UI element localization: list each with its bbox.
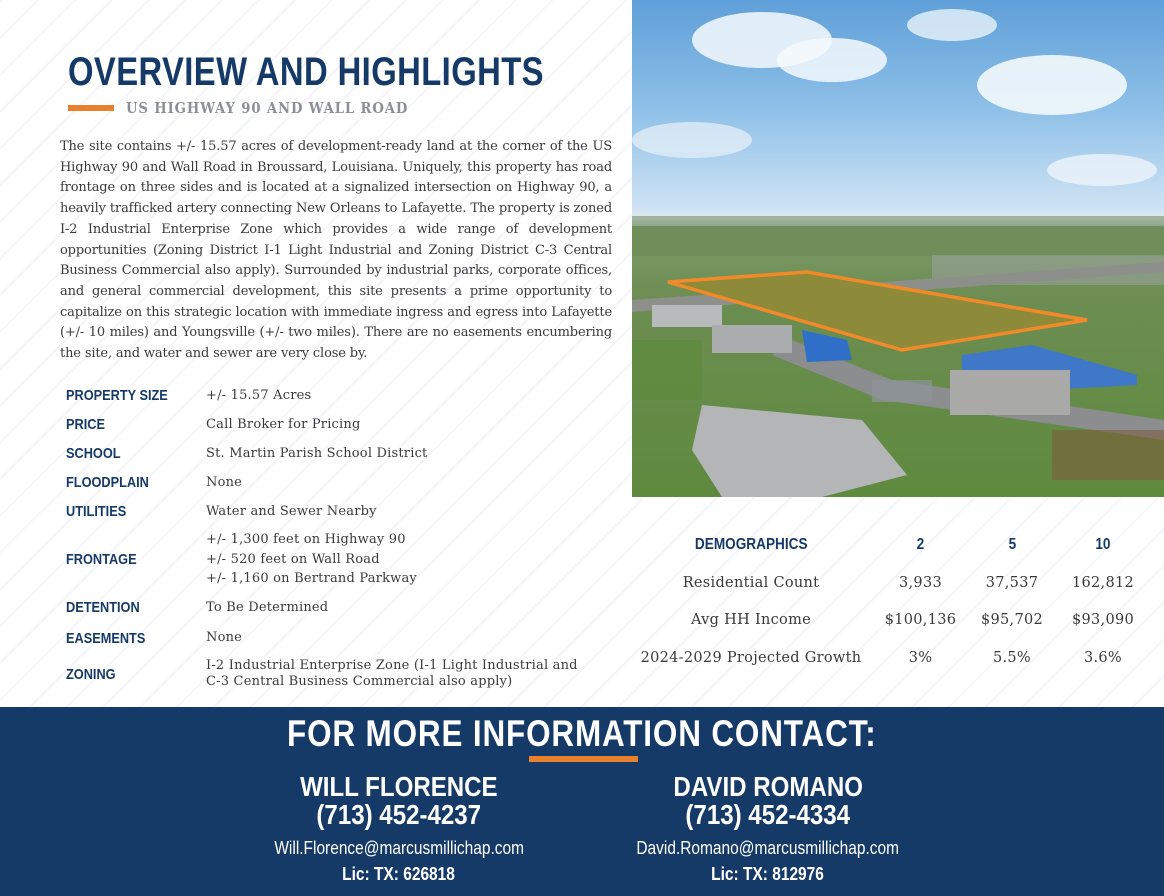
row-label: 2024-2029 Projected Growth [640, 649, 862, 666]
demographics-header: DEMOGRAPHICS [694, 535, 808, 553]
property-value: St. Martin Parish School District [206, 445, 428, 461]
property-value: To Be Determined [206, 599, 329, 615]
table-cell: 3,933 [898, 574, 942, 591]
property-label: PRICE [66, 416, 105, 433]
table-row [632, 600, 1164, 638]
footer-accent-bar [529, 756, 638, 762]
contact-phone-link[interactable]: (713) 452-4237 [316, 799, 482, 830]
property-label: DETENTION [66, 599, 140, 616]
property-label: PROPERTY SIZE [66, 387, 168, 404]
contact-heading: FOR MORE INFORMATION CONTACT: [287, 713, 877, 754]
property-label: SCHOOL [66, 445, 121, 462]
property-row-zoning [66, 654, 626, 694]
contact-email-link[interactable]: David.Romano@marcusmillichap.com [636, 838, 900, 858]
radius-header-2: 2 [916, 535, 925, 553]
property-row-frontage [66, 526, 626, 593]
table-row [632, 638, 1164, 676]
contact-footer [0, 707, 1164, 896]
property-value: None [206, 474, 243, 490]
table-row [632, 563, 1164, 601]
property-value: +/- 15.57 Acres [206, 387, 312, 403]
contact-phone-link[interactable]: (713) 452-4334 [685, 799, 851, 830]
property-label: FRONTAGE [66, 551, 137, 568]
property-label: UTILITIES [66, 503, 127, 520]
contact-name: DAVID ROMANO [673, 771, 863, 802]
property-value: I-2 Industrial Enterprise Zone (I-1 Light Industrial and C-3 Central Business Commercial also apply) [206, 658, 578, 689]
property-label: ZONING [66, 665, 116, 683]
property-row-detention [66, 593, 626, 622]
table-cell: $100,136 [884, 612, 957, 629]
contact-license: Lic: TX: 812976 [711, 864, 825, 884]
table-cell: 162,812 [1071, 574, 1135, 591]
table-cell: 3.6% [1083, 649, 1123, 666]
subtitle-accent-bar [68, 105, 114, 111]
table-cell: 37,537 [985, 574, 1039, 591]
contact-name: WILL FLORENCE [300, 771, 498, 802]
property-description: The site contains +/- 15.57 acres of development-ready land at the corner of the US Highway 90 and Wall Road in Broussard, Louisiana. Uniquely, this property has road frontage on three sides and is located at a signalized intersection on Highway 90, a heavily trafficked artery connecting New Orleans to Lafayette. The property is zoned I-2 Industrial Enterprise Zone which provides a wide range of development opportunities (Zoning District I-1 Light Industrial and Zoning District C-3 Central Business Commercial also apply). Surrounded by industrial parks, corporate offices, and general commercial development, this site presents a prime opportunity to capitalize on this strategic location with immediate ingress and egress into Lafayette (+/- 10 miles) and Youngsville (+/- two miles). There are no easements encumbering the site, and water and sewer are very close by. [60, 139, 612, 362]
contact-email-link[interactable]: Will.Florence@marcusmillichap.com [274, 838, 524, 858]
property-value: None [206, 630, 243, 646]
demographics-header-row [632, 525, 1164, 563]
property-value: Water and Sewer Nearby [206, 503, 377, 519]
property-row-floodplain [66, 468, 626, 497]
demographics-table [632, 525, 1164, 675]
contact-license: Lic: TX: 626818 [342, 864, 456, 884]
contact-card-david-romano [588, 773, 948, 885]
contact-card-will-florence [219, 773, 579, 885]
row-label: Residential Count [682, 574, 820, 591]
aerial-photo-illustration [632, 0, 1164, 497]
property-row-school [66, 439, 626, 468]
radius-header-10: 10 [1095, 535, 1111, 553]
property-row-utilities [66, 497, 626, 526]
aerial-site-photo [632, 0, 1164, 497]
table-cell: 5.5% [992, 649, 1032, 666]
table-cell: 3% [908, 649, 933, 666]
property-row-easements [66, 622, 626, 654]
row-label: Avg HH Income [690, 612, 811, 629]
page-title: OVERVIEW AND HIGHLIGHTS [68, 50, 544, 94]
radius-header-5: 5 [1008, 535, 1016, 553]
table-cell: $93,090 [1071, 612, 1135, 629]
property-row-price [66, 410, 626, 439]
property-details [66, 381, 626, 694]
property-label: FLOODPLAIN [66, 474, 149, 491]
property-value: Call Broker for Pricing [206, 416, 361, 432]
table-cell: $95,702 [980, 612, 1044, 629]
property-value: +/- 1,300 feet on Highway 90 +/- 520 feet on Wall Road +/- 1,160 on Bertrand Parkway [206, 532, 417, 587]
page-subtitle: US HIGHWAY 90 AND WALL ROAD [126, 99, 409, 117]
property-row-size [66, 381, 626, 410]
property-label: EASEMENTS [66, 629, 146, 647]
